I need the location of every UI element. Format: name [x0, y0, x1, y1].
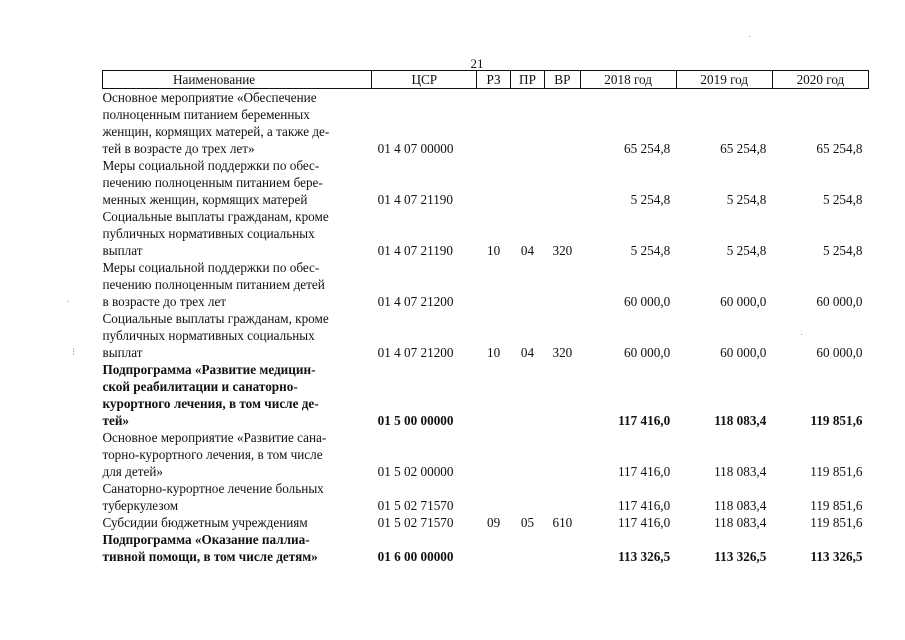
row-pr-cell — [510, 531, 544, 565]
row-2019-cell: 5 254,8 — [726, 192, 767, 207]
header-name: Наименование — [103, 71, 372, 89]
row-2018-cell: 5 254,8 — [630, 243, 671, 258]
row-rz-cell — [477, 259, 510, 310]
row-2018-cell: 60 000,0 — [624, 345, 671, 360]
row-2020-cell: 119 851,6 — [810, 515, 863, 530]
table-row — [103, 361, 869, 429]
table-row — [103, 480, 869, 514]
row-vr-cell: 610 — [552, 515, 573, 530]
row-2020-cell: 113 326,5 — [810, 549, 863, 564]
row-rz-cell: 10 — [486, 345, 501, 360]
scan-speck: · — [800, 330, 804, 341]
row-csr-cell: 01 6 00 00000 — [377, 549, 454, 564]
row-name-line: торно-курортного лечения, в том числе — [102, 447, 323, 462]
scan-speck: ⁝ — [72, 347, 76, 358]
row-pr-cell: 05 — [520, 515, 535, 530]
scan-speck: · — [748, 32, 752, 43]
row-2019-cell: 118 083,4 — [714, 515, 767, 530]
row-pr-cell: 04 — [520, 243, 535, 258]
row-name-cell — [103, 208, 372, 259]
row-2019-cell: 118 083,4 — [714, 464, 767, 479]
row-pr-cell: 04 — [520, 345, 535, 360]
row-2019-cell: 60 000,0 — [720, 294, 767, 309]
row-csr-cell: 01 4 07 21200 — [377, 294, 454, 309]
row-2020-cell: 65 254,8 — [816, 141, 863, 156]
row-2020-cell: 119 851,6 — [810, 413, 863, 428]
row-vr-cell — [545, 89, 580, 158]
row-csr-cell: 01 5 02 71570 — [377, 515, 454, 530]
scan-speck: · — [66, 297, 70, 308]
header-2019: 2019 год — [676, 71, 772, 89]
row-name-line: курортного лечения, в том числе де- — [102, 396, 319, 411]
row-2019-cell: 60 000,0 — [720, 345, 767, 360]
row-name-line: Основное мероприятие «Обеспечение — [102, 90, 317, 105]
row-2020-cell: 119 851,6 — [810, 464, 863, 479]
row-pr-cell — [510, 429, 544, 480]
table-body — [103, 89, 869, 566]
row-name-line: выплат — [102, 345, 143, 360]
row-name-line: тей» — [102, 413, 130, 428]
row-name-line: Субсидии бюджетным учреждениям — [102, 515, 308, 530]
row-name-line: женщин, кормящих матерей, а также де- — [102, 124, 330, 139]
row-rz-cell — [477, 89, 510, 158]
table-row — [103, 310, 869, 361]
row-name-line: печению полноценным питанием бере- — [102, 175, 323, 190]
row-rz-cell — [477, 480, 510, 514]
table-row — [103, 208, 869, 259]
row-name-line: печению полноценным питанием детей — [102, 277, 325, 292]
row-2019-cell: 113 326,5 — [714, 549, 767, 564]
row-name-cell — [103, 89, 372, 158]
row-name-line: публичных нормативных социальных — [102, 226, 315, 241]
row-vr-cell — [545, 361, 580, 429]
header-2020: 2020 год — [772, 71, 868, 89]
row-csr-cell: 01 5 00 00000 — [377, 413, 454, 428]
row-csr-cell: 01 4 07 21190 — [377, 243, 453, 258]
row-name-cell — [103, 310, 372, 361]
row-name-line: Основное мероприятие «Развитие сана- — [102, 430, 327, 445]
row-vr-cell: 320 — [552, 243, 573, 258]
row-name-line: для детей» — [102, 464, 163, 479]
row-vr-cell — [545, 429, 580, 480]
row-name-cell — [103, 361, 372, 429]
row-name-line: в возрасте до трех лет — [102, 294, 227, 309]
row-2019-cell: 118 083,4 — [714, 413, 767, 428]
row-2020-cell: 5 254,8 — [822, 243, 863, 258]
row-rz-cell — [477, 429, 510, 480]
row-2018-cell: 117 416,0 — [617, 515, 671, 530]
row-rz-cell: 09 — [486, 515, 501, 530]
table-header-row — [103, 71, 869, 89]
row-2020-cell: 5 254,8 — [822, 192, 863, 207]
row-name-line: публичных нормативных социальных — [102, 328, 315, 343]
row-name-line: Подпрограмма «Оказание паллиа- — [102, 532, 310, 547]
row-rz-cell — [477, 361, 510, 429]
row-name-line: полноценным питанием беременных — [102, 107, 310, 122]
header-vr: ВР — [545, 71, 580, 89]
row-2018-cell: 117 416,0 — [617, 498, 671, 513]
row-name-cell — [103, 157, 372, 208]
row-vr-cell — [545, 259, 580, 310]
row-name-line: тей в возрасте до трех лет» — [102, 141, 255, 156]
page-number: 21 — [470, 56, 484, 71]
table-row — [103, 531, 869, 565]
row-pr-cell — [510, 361, 544, 429]
row-rz-cell: 10 — [486, 243, 501, 258]
row-2018-cell: 117 416,0 — [618, 413, 671, 428]
row-name-line: менных женщин, кормящих матерей — [102, 192, 308, 207]
row-name-line: Социальные выплаты гражданам, кроме — [102, 209, 329, 224]
row-name-cell — [103, 480, 372, 514]
row-name-cell — [103, 429, 372, 480]
row-2019-cell: 65 254,8 — [720, 141, 767, 156]
row-rz-cell — [477, 157, 510, 208]
table-row — [103, 259, 869, 310]
row-pr-cell — [510, 89, 544, 158]
row-name-line: Меры социальной поддержки по обес- — [102, 158, 320, 173]
row-csr-cell: 01 4 07 21200 — [377, 345, 454, 360]
row-name-line: Подпрограмма «Развитие медицин- — [102, 362, 316, 377]
row-vr-cell: 320 — [552, 345, 573, 360]
row-2019-cell: 118 083,4 — [714, 498, 767, 513]
row-pr-cell — [510, 259, 544, 310]
row-name-line: тивной помощи, в том числе детям» — [102, 549, 318, 564]
row-vr-cell — [545, 157, 580, 208]
row-csr-cell: 01 4 07 21190 — [377, 192, 453, 207]
table-row — [103, 157, 869, 208]
header-csr: ЦСР — [372, 71, 477, 89]
row-csr-cell: 01 4 07 00000 — [377, 141, 454, 156]
header-rz: РЗ — [477, 71, 510, 89]
row-name-line: ской реабилитации и санаторно- — [102, 379, 298, 394]
row-name-line: Санаторно-курортное лечение больных — [102, 481, 324, 496]
row-name-line: Социальные выплаты гражданам, кроме — [102, 311, 329, 326]
row-rz-cell — [477, 531, 510, 565]
row-csr-cell: 01 5 02 00000 — [377, 464, 454, 479]
row-name-line: выплат — [102, 243, 143, 258]
row-name-cell — [103, 531, 372, 565]
row-2020-cell: 60 000,0 — [816, 294, 863, 309]
row-2019-cell: 5 254,8 — [726, 243, 767, 258]
header-2018: 2018 год — [580, 71, 676, 89]
row-pr-cell — [510, 157, 544, 208]
table-row — [103, 514, 869, 531]
row-name-line: туберкулезом — [102, 498, 179, 513]
row-name-cell — [103, 259, 372, 310]
row-2020-cell: 119 851,6 — [810, 498, 863, 513]
row-pr-cell — [510, 480, 544, 514]
budget-table — [102, 70, 869, 565]
row-vr-cell — [545, 531, 580, 565]
row-2018-cell: 65 254,8 — [624, 141, 671, 156]
row-2018-cell: 113 326,5 — [618, 549, 671, 564]
row-vr-cell — [545, 480, 580, 514]
table-row — [103, 429, 869, 480]
row-csr-cell: 01 5 02 71570 — [377, 498, 454, 513]
table-row — [103, 89, 869, 158]
row-name-line: Меры социальной поддержки по обес- — [102, 260, 320, 275]
row-2018-cell: 60 000,0 — [624, 294, 671, 309]
row-name-cell — [103, 514, 372, 531]
header-pr: ПР — [510, 71, 544, 89]
row-2018-cell: 5 254,8 — [630, 192, 671, 207]
row-2020-cell: 60 000,0 — [816, 345, 863, 360]
row-2018-cell: 117 416,0 — [617, 464, 671, 479]
